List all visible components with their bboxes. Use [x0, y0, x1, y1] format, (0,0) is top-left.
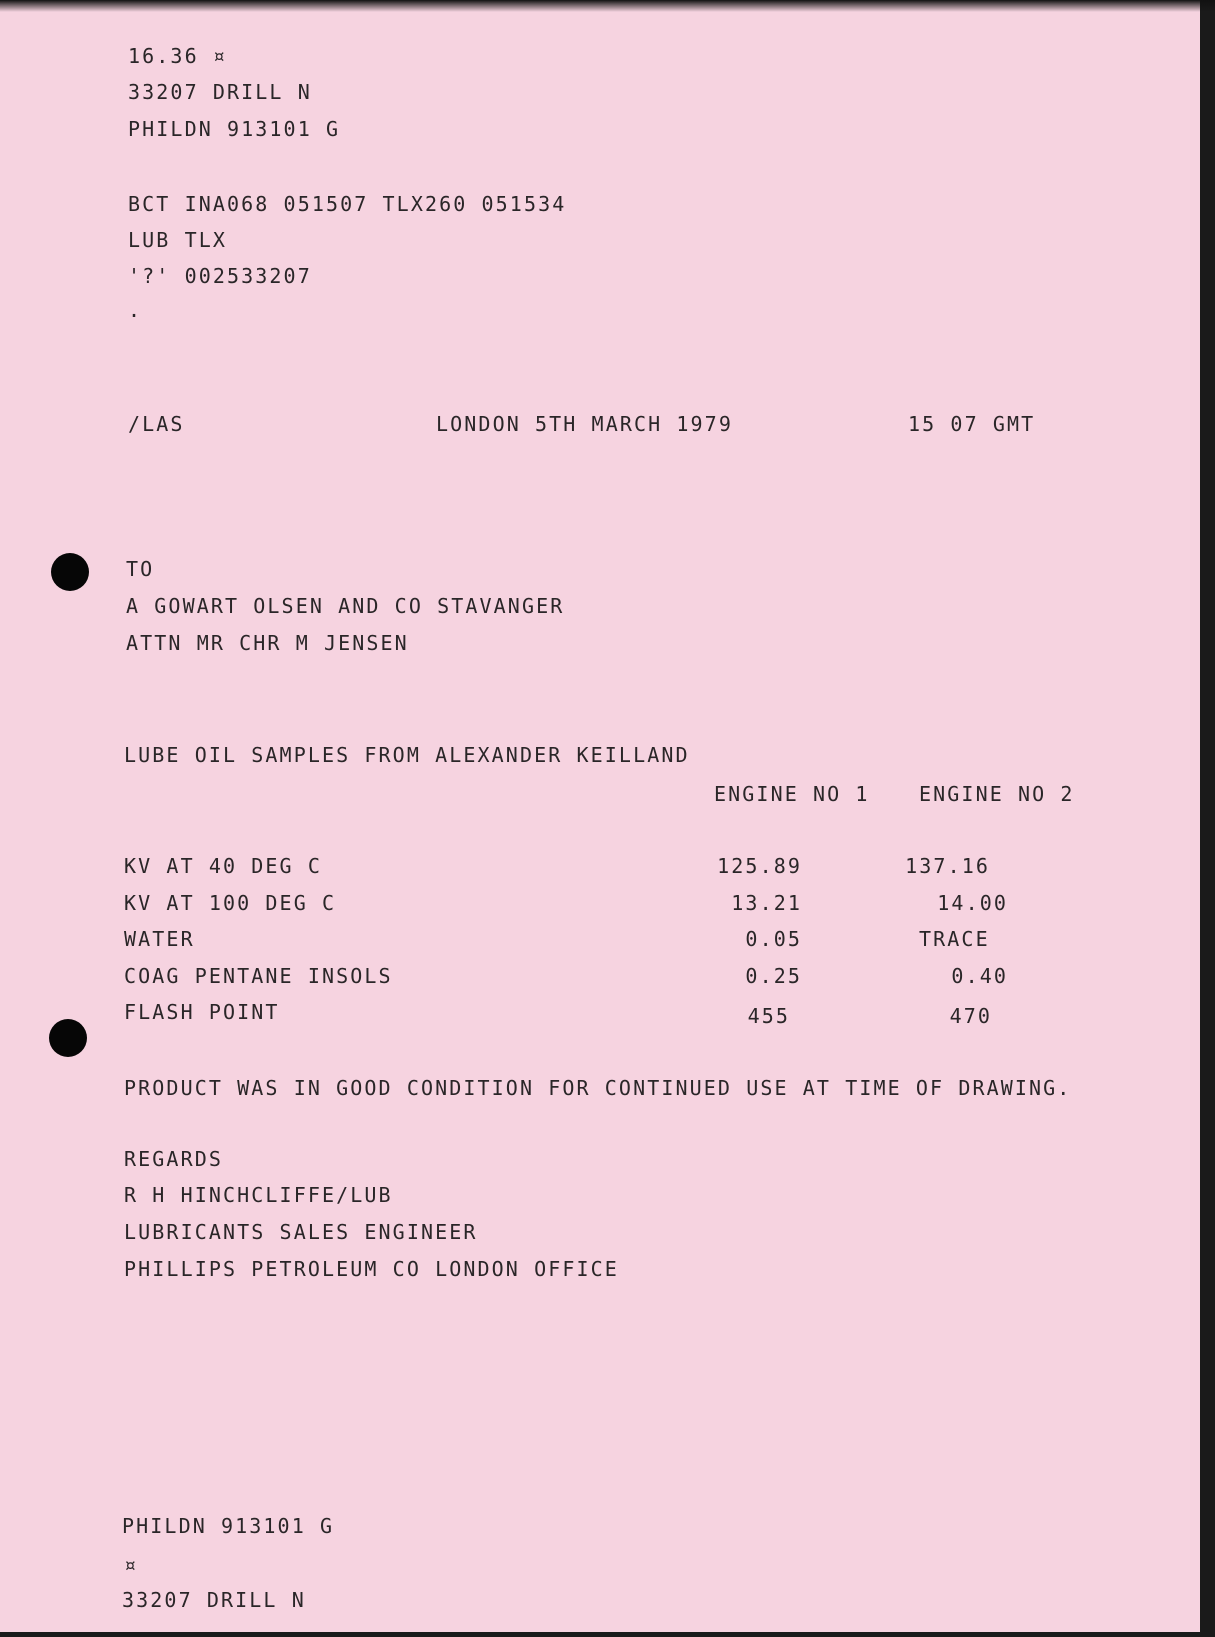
regards-line: REGARDS [124, 1147, 223, 1171]
send-time: 15 07 GMT [908, 412, 1036, 436]
engine-1-value: 125.89 [717, 854, 802, 878]
sender-ref: /LAS [128, 412, 185, 436]
engine-2-value: 137.16 [905, 854, 990, 878]
addressee-company: A GOWART OLSEN AND CO STAVANGER [126, 594, 565, 618]
engine-1-value: 455 [747, 1004, 790, 1028]
row-label: FLASH POINT [124, 1000, 280, 1024]
answerback-drill: 33207 DRILL N [128, 80, 312, 104]
answerback-phildn: PHILDN 913101 G [128, 117, 341, 141]
signer-name: R H HINCHCLIFFE/LUB [124, 1183, 393, 1207]
punch-hole-top [51, 553, 89, 591]
reference-code: '?' 002533207 [128, 264, 312, 288]
engine-2-value: TRACE [919, 927, 990, 951]
top-edge-shadow [0, 0, 1215, 12]
separator-dot: . [128, 298, 143, 322]
column-header-engine-1: ENGINE NO 1 [714, 782, 870, 806]
signer-office: PHILLIPS PETROLEUM CO LONDON OFFICE [124, 1257, 619, 1281]
row-label: KV AT 100 DEG C [124, 891, 337, 915]
row-label: KV AT 40 DEG C [124, 854, 322, 878]
place-date: LONDON 5TH MARCH 1979 [436, 412, 733, 436]
signer-title: LUBRICANTS SALES ENGINEER [124, 1220, 478, 1244]
time-ref: 16.36 ¤ [128, 44, 227, 68]
row-label: WATER [124, 927, 195, 951]
routing-line: BCT INA068 051507 TLX260 051534 [128, 192, 567, 216]
engine-1-value: 0.25 [745, 964, 802, 988]
footer-answerback-drill: 33207 DRILL N [122, 1588, 306, 1612]
punch-hole-bottom [49, 1019, 87, 1057]
to-label: TO [126, 557, 155, 581]
engine-1-value: 13.21 [731, 891, 802, 915]
footer-symbol: ¤ [124, 1553, 139, 1577]
attention-line: ATTN MR CHR M JENSEN [126, 631, 409, 655]
column-header-engine-2: ENGINE NO 2 [919, 782, 1075, 806]
engine-1-value: 0.05 [745, 927, 802, 951]
message-type: LUB TLX [128, 228, 227, 252]
engine-2-value: 470 [949, 1004, 992, 1028]
engine-2-value: 14.00 [937, 891, 1008, 915]
footer-answerback-phildn: PHILDN 913101 G [122, 1514, 335, 1538]
conclusion-line: PRODUCT WAS IN GOOD CONDITION FOR CONTINUED USE AT TIME OF DRAWING. [124, 1076, 1072, 1100]
row-label: COAG PENTANE INSOLS [124, 964, 393, 988]
engine-2-value: 0.40 [951, 964, 1008, 988]
subject-line: LUBE OIL SAMPLES FROM ALEXANDER KEILLAND [124, 743, 690, 767]
